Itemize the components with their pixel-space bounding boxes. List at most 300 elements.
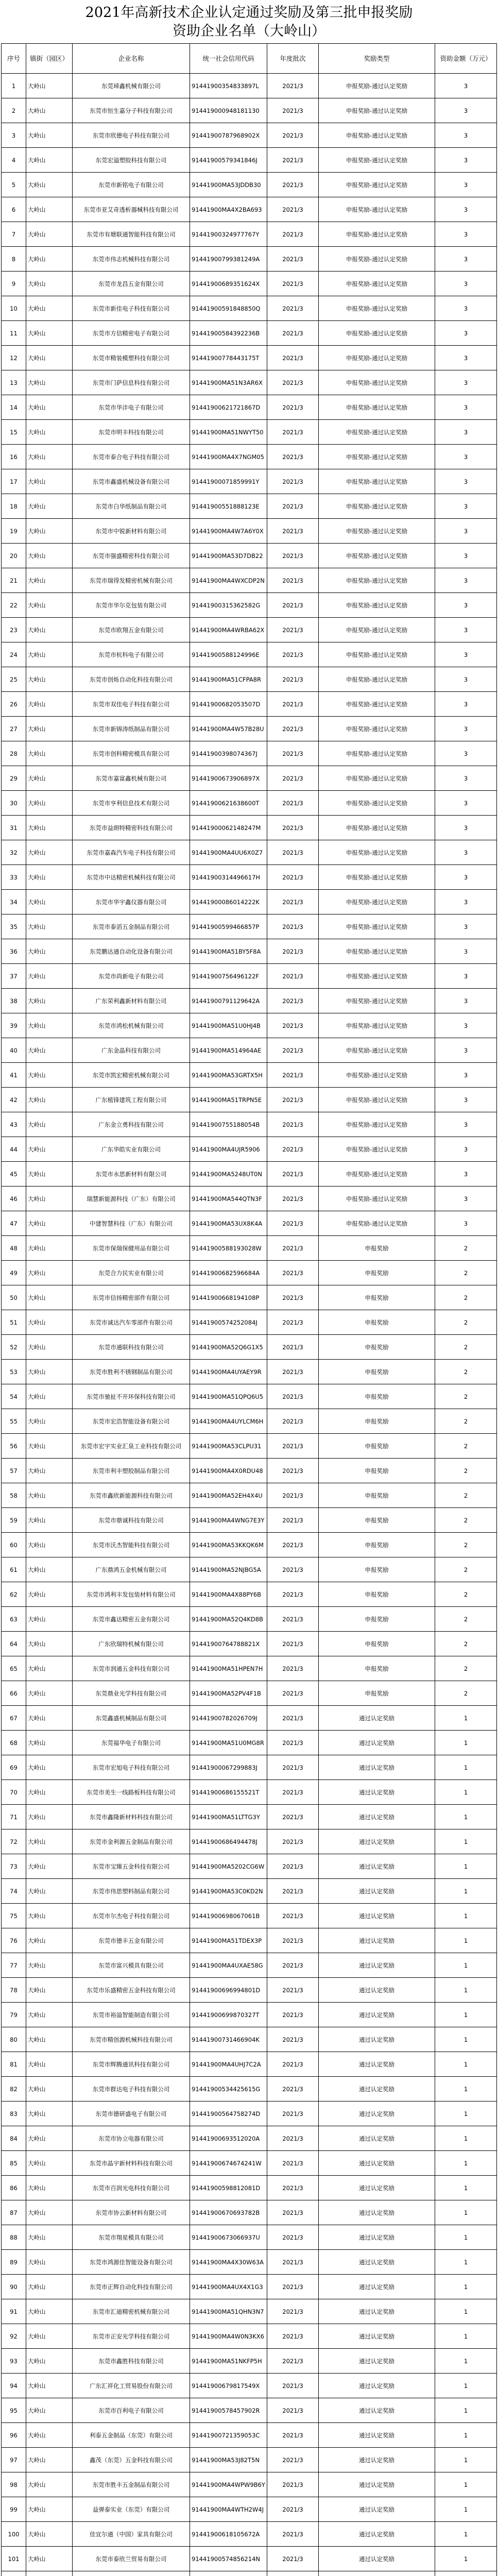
- batch-cell: 2021/3: [267, 1310, 319, 1335]
- company-name-cell: 东莞市嘉森汽车电子科技有限公司: [73, 840, 190, 865]
- company-name-cell: 东莞合力民实业有限公司: [73, 1261, 190, 1285]
- credit-code-cell: 91441900MA53JDDB30: [190, 173, 267, 197]
- seq-cell: 12: [2, 346, 26, 370]
- company-name-cell: 东莞市双佳电子科技有限公司: [73, 692, 190, 717]
- company-name-cell: 东莞市胜丰五金制品有限公司: [73, 2472, 190, 2497]
- table-row: [2, 692, 497, 717]
- company-name-cell: 佳宜尔通（中国）家具有限公司: [73, 2522, 190, 2547]
- amount-cell: 3: [435, 494, 497, 519]
- seq-cell: 74: [2, 1879, 26, 1904]
- company-name-cell: 东莞市鑫胜科技有限公司: [73, 2349, 190, 2374]
- company-name-cell: 东莞宏溢塑胶科技有限公司: [73, 148, 190, 173]
- town-cell: 大岭山: [26, 593, 73, 618]
- credit-code-cell: 91441900MA51NWYT50: [190, 420, 267, 445]
- company-name-cell: 东莞市创科精密模具有限公司: [73, 741, 190, 766]
- award-type-cell: 申报奖励: [319, 1582, 435, 1607]
- award-type-cell: 通过认定奖励: [319, 2448, 435, 2472]
- batch-cell: 2021/3: [267, 1211, 319, 1236]
- award-type-cell: 通过认定奖励: [319, 2275, 435, 2299]
- table-row: [2, 939, 497, 964]
- table-row: [2, 494, 497, 519]
- credit-code-cell: 91441900799381249A: [190, 247, 267, 272]
- table-row: [2, 469, 497, 494]
- town-cell: 大岭山: [26, 321, 73, 346]
- seq-cell: 51: [2, 1310, 26, 1335]
- amount-cell: 1: [435, 2225, 497, 2250]
- amount-cell: 2: [435, 1360, 497, 1384]
- award-type-cell: 申报奖励-通过认定奖励: [319, 370, 435, 395]
- credit-code-cell: 91441900564758274D: [190, 2102, 267, 2126]
- amount-cell: 1: [435, 2176, 497, 2200]
- award-type-cell: 通过认定奖励: [319, 2077, 435, 2102]
- amount-cell: 1: [435, 2448, 497, 2472]
- table-row: [2, 593, 497, 618]
- batch-cell: 2021/3: [267, 865, 319, 890]
- seq-cell: 4: [2, 148, 26, 173]
- credit-code-cell: 91441900731466904K: [190, 2027, 267, 2052]
- town-cell: [26, 2571, 73, 2576]
- town-cell: 大岭山: [26, 2077, 73, 2102]
- company-name-cell: 东莞市乐盛精密五金科技有限公司: [73, 1978, 190, 2003]
- town-cell: 大岭山: [26, 1755, 73, 1780]
- batch-cell: 2021/3: [267, 618, 319, 642]
- batch-cell: 2021/3: [267, 1656, 319, 1681]
- company-name-cell: 东莞市百润光电科技有限公司: [73, 2176, 190, 2200]
- seq-cell: 25: [2, 667, 26, 692]
- amount-cell: 1: [435, 2077, 497, 2102]
- credit-code-cell: 91441900673906897X: [190, 766, 267, 791]
- credit-code-cell: 91441900MA52Q6G1X5: [190, 1335, 267, 1360]
- batch-cell: 2021/3: [267, 74, 319, 98]
- table-row: [2, 1038, 497, 1063]
- award-type-cell: 申报奖励: [319, 1483, 435, 1508]
- amount-cell: 3: [435, 939, 497, 964]
- seq-cell: 58: [2, 1483, 26, 1508]
- amount-cell: 1: [435, 2349, 497, 2374]
- batch-cell: 2021/3: [267, 1088, 319, 1112]
- batch-cell: 2021/3: [267, 2027, 319, 2052]
- amount-cell: 1: [435, 2423, 497, 2448]
- award-type-cell: 申报奖励-通过认定奖励: [319, 296, 435, 321]
- award-type-cell: 申报奖励: [319, 1261, 435, 1285]
- table-row: [2, 1384, 497, 1409]
- credit-code-cell: 91441900682596684A: [190, 1261, 267, 1285]
- town-cell: 大岭山: [26, 1112, 73, 1137]
- credit-code-cell: 91441900MA51HPEN7H: [190, 1656, 267, 1681]
- credit-code-cell: 91441900MA4W0N3KX6: [190, 2324, 267, 2349]
- town-cell: 大岭山: [26, 494, 73, 519]
- batch-cell: 2021/3: [267, 123, 319, 148]
- award-type-cell: 申报奖励-通过认定奖励: [319, 321, 435, 346]
- company-name-cell: 东莞市宏浩智能设备有限公司: [73, 1409, 190, 1434]
- amount-cell: 3: [435, 964, 497, 989]
- table-row: [2, 2324, 497, 2349]
- credit-code-cell: 91441900588124996E: [190, 642, 267, 667]
- batch-cell: 2021/3: [267, 593, 319, 618]
- batch-cell: 2021/3: [267, 247, 319, 272]
- batch-cell: 2021/3: [267, 741, 319, 766]
- batch-cell: 2021/3: [267, 568, 319, 593]
- batch-cell: 2021/3: [267, 1063, 319, 1088]
- award-type-cell: 申报奖励-通过认定奖励: [319, 618, 435, 642]
- table-row: [2, 1755, 497, 1780]
- company-name-cell: 东莞福华电子有限公司: [73, 1731, 190, 1755]
- seq-cell: 69: [2, 1755, 26, 1780]
- award-type-cell: 申报奖励-通过认定奖励: [319, 1137, 435, 1162]
- credit-code-cell: 91441900670693782B: [190, 2200, 267, 2225]
- award-table: [1, 43, 497, 2576]
- award-type-cell: 申报奖励-通过认定奖励: [319, 741, 435, 766]
- company-name-cell: 鑫茂（东莞）五金科技有限公司: [73, 2448, 190, 2472]
- award-type-cell: 通过认定奖励: [319, 1953, 435, 1978]
- credit-code-cell: 91441900MA51U0HJ4B: [190, 1013, 267, 1038]
- seq-cell: 11: [2, 321, 26, 346]
- batch-cell: 2021/3: [267, 1384, 319, 1409]
- award-type-cell: 通过认定奖励: [319, 2349, 435, 2374]
- town-cell: 大岭山: [26, 1137, 73, 1162]
- company-name-cell: 东莞琸鑫机械有限公司: [73, 74, 190, 98]
- amount-cell: 3: [435, 420, 497, 445]
- table-row: [2, 2448, 497, 2472]
- credit-code-cell: 91441900MA514964AE: [190, 1038, 267, 1063]
- company-name-cell: 东莞市龙昌五金有限公司: [73, 272, 190, 296]
- town-cell: 大岭山: [26, 2374, 73, 2398]
- award-type-cell: 通过认定奖励: [319, 2003, 435, 2027]
- town-cell: 大岭山: [26, 1261, 73, 1285]
- seq-cell: 22: [2, 593, 26, 618]
- company-name-cell: 东莞鹏达通自动化设备有限公司: [73, 939, 190, 964]
- batch-cell: 2021/3: [267, 1681, 319, 1706]
- company-name-cell: 广东鼎鸿五金机械有限公司: [73, 1557, 190, 1582]
- award-type-cell: 申报奖励-通过认定奖励: [319, 642, 435, 667]
- company-name-cell: 东莞市协立电器有限公司: [73, 2126, 190, 2151]
- credit-code-cell: 91441900MA53UX8K4A: [190, 1211, 267, 1236]
- town-cell: 大岭山: [26, 519, 73, 544]
- batch-cell: 2021/3: [267, 2250, 319, 2275]
- company-name-cell: 东莞市翔星模具有限公司: [73, 2225, 190, 2250]
- credit-code-cell: 91441900551888123E: [190, 494, 267, 519]
- credit-code-cell: 91441900MA4W7A6Y0X: [190, 519, 267, 544]
- town-cell: 大岭山: [26, 2324, 73, 2349]
- batch-cell: 2021/3: [267, 989, 319, 1013]
- credit-code-cell: 91441900618105672A: [190, 2522, 267, 2547]
- seq-cell: 70: [2, 1780, 26, 1805]
- batch-cell: 2021/3: [267, 1533, 319, 1557]
- town-cell: 大岭山: [26, 2200, 73, 2225]
- batch-cell: 2021/3: [267, 840, 319, 865]
- town-cell: 大岭山: [26, 791, 73, 816]
- amount-cell: 2: [435, 1310, 497, 1335]
- town-cell: 大岭山: [26, 272, 73, 296]
- amount-cell: 3: [435, 321, 497, 346]
- batch-cell: 2021/3: [267, 914, 319, 939]
- amount-cell: 1: [435, 2102, 497, 2126]
- company-name-cell: 东莞市新锦涛纸制品有限公司: [73, 717, 190, 741]
- amount-cell: 3: [435, 865, 497, 890]
- table-row: [2, 1112, 497, 1137]
- credit-code-cell: 91441900MA4X0RDU48: [190, 1459, 267, 1483]
- seq-cell: 60: [2, 1533, 26, 1557]
- table-row: [2, 1088, 497, 1112]
- batch-cell: 2021/3: [267, 272, 319, 296]
- company-name-cell: 东莞市金利源五金制品有限公司: [73, 1829, 190, 1854]
- table-row: [2, 890, 497, 914]
- credit-code-cell: 91441900MA4UYAEY9R: [190, 1360, 267, 1384]
- award-type-cell: 通过认定奖励: [319, 1879, 435, 1904]
- company-name-cell: 广东金晶科技有限公司: [73, 1038, 190, 1063]
- town-cell: 大岭山: [26, 2522, 73, 2547]
- seq-cell: [2, 2571, 26, 2576]
- company-name-cell: 东莞市伟志机械科技有限公司: [73, 247, 190, 272]
- batch-cell: 2021/3: [267, 469, 319, 494]
- award-type-cell: 通过认定奖励: [319, 2126, 435, 2151]
- credit-code-cell: 91441900MA4WTH2W4J: [190, 2497, 267, 2522]
- award-type-cell: 申报奖励-通过认定奖励: [319, 890, 435, 914]
- amount-cell: 1: [435, 2472, 497, 2497]
- award-type-cell: 申报奖励: [319, 1632, 435, 1656]
- batch-cell: 2021/3: [267, 2126, 319, 2151]
- credit-code-cell: 91441900693512020A: [190, 2126, 267, 2151]
- seq-cell: 14: [2, 395, 26, 420]
- seq-cell: 54: [2, 1384, 26, 1409]
- town-cell: 大岭山: [26, 914, 73, 939]
- award-type-cell: 申报奖励: [319, 1459, 435, 1483]
- seq-cell: 37: [2, 964, 26, 989]
- batch-cell: 2021/3: [267, 1755, 319, 1780]
- table-body: [2, 44, 497, 2576]
- company-name-cell: 东莞市伟思塑料制品有限公司: [73, 1879, 190, 1904]
- credit-code-cell: 91441900MA4WRBA62X: [190, 618, 267, 642]
- town-cell: 大岭山: [26, 939, 73, 964]
- credit-code-cell: 91441900MA4UX4X1G3: [190, 2275, 267, 2299]
- batch-cell: 2021/3: [267, 2349, 319, 2374]
- company-name-cell: 东莞市鑫达精密五金有限公司: [73, 1607, 190, 1632]
- batch-cell: 2021/3: [267, 1582, 319, 1607]
- company-name-cell: 东莞市保瑞保健用品有限公司: [73, 1236, 190, 1261]
- town-cell: 大岭山: [26, 346, 73, 370]
- batch-cell: 2021/3: [267, 222, 319, 247]
- award-type-cell: 申报奖励-通过认定奖励: [319, 74, 435, 98]
- credit-code-cell: 91441900MA52EH4X4U: [190, 1483, 267, 1508]
- credit-code-cell: 91441900MA4UJR5906: [190, 1137, 267, 1162]
- company-name-cell: 东莞市汇迪精密机械有限公司: [73, 2299, 190, 2324]
- table-row: [2, 123, 497, 148]
- table-row: [2, 2102, 497, 2126]
- seq-cell: 53: [2, 1360, 26, 1384]
- company-name-cell: 东莞市宝臻五金科技有限公司: [73, 1854, 190, 1879]
- amount-cell: 3: [435, 618, 497, 642]
- amount-cell: 3: [435, 1211, 497, 1236]
- award-type-cell: 申报奖励-通过认定奖励: [319, 420, 435, 445]
- batch-cell: 2021/3: [267, 2077, 319, 2102]
- town-cell: 大岭山: [26, 717, 73, 741]
- credit-code-cell: 91441900354833897L: [190, 74, 267, 98]
- batch-cell: 2021/3: [267, 2052, 319, 2077]
- seq-cell: 1: [2, 74, 26, 98]
- batch-cell: 2021/3: [267, 1879, 319, 1904]
- batch-cell: 2021/3: [267, 2472, 319, 2497]
- table-row: [2, 1607, 497, 1632]
- batch-cell: 2021/3: [267, 445, 319, 469]
- amount-cell: 3: [435, 1038, 497, 1063]
- award-type-cell: 申报奖励-通过认定奖励: [319, 1063, 435, 1088]
- company-name-cell: 东莞市华尔克包装有限公司: [73, 593, 190, 618]
- amount-cell: 3: [435, 741, 497, 766]
- award-type-cell: 申报奖励-通过认定奖励: [319, 717, 435, 741]
- seq-cell: 21: [2, 568, 26, 593]
- company-name-cell: 东莞市明丰科技有限公司: [73, 420, 190, 445]
- batch-cell: 2021/3: [267, 494, 319, 519]
- town-cell: 大岭山: [26, 964, 73, 989]
- company-name-cell: 东莞市正安光学科技有限公司: [73, 2324, 190, 2349]
- award-type-cell: 通过认定奖励: [319, 2151, 435, 2176]
- award-type-cell: 通过认定奖励: [319, 2423, 435, 2448]
- batch-cell: 2021/3: [267, 964, 319, 989]
- batch-cell: 2021/3: [267, 2299, 319, 2324]
- table-row: [2, 1310, 497, 1335]
- award-type-cell: 通过认定奖励: [319, 1978, 435, 2003]
- batch-cell: 2021/3: [267, 1360, 319, 1384]
- award-type-cell: 申报奖励-通过认定奖励: [319, 667, 435, 692]
- company-name-cell: 广东金立勇科技有限公司: [73, 1112, 190, 1137]
- company-name-cell: 东莞市华沣电子有限公司: [73, 395, 190, 420]
- seq-cell: 64: [2, 1632, 26, 1656]
- amount-cell: 1: [435, 2200, 497, 2225]
- seq-cell: 98: [2, 2472, 26, 2497]
- table-row: [2, 2275, 497, 2299]
- batch-cell: 2021/3: [267, 1632, 319, 1656]
- table-row: [2, 1409, 497, 1434]
- amount-cell: 3: [435, 840, 497, 865]
- amount-cell: 1: [435, 2250, 497, 2275]
- credit-code-cell: 91441900MA544QTN3F: [190, 1187, 267, 1211]
- seq-cell: 40: [2, 1038, 26, 1063]
- town-cell: 大岭山: [26, 1285, 73, 1310]
- credit-code-cell: 91441900599466857P: [190, 914, 267, 939]
- seq-cell: 88: [2, 2225, 26, 2250]
- town-cell: 大岭山: [26, 1557, 73, 1582]
- batch-cell: 2021/3: [267, 370, 319, 395]
- credit-code-cell: 91441900062148247M: [190, 816, 267, 840]
- seq-cell: 23: [2, 618, 26, 642]
- seq-cell: 61: [2, 1557, 26, 1582]
- amount-cell: 3: [435, 247, 497, 272]
- amount-cell: 1: [435, 1731, 497, 1755]
- seq-cell: 56: [2, 1434, 26, 1459]
- town-cell: 大岭山: [26, 1360, 73, 1384]
- award-type-cell: 申报奖励-通过认定奖励: [319, 148, 435, 173]
- award-type-cell: 申报奖励: [319, 1607, 435, 1632]
- town-cell: 大岭山: [26, 2349, 73, 2374]
- credit-code-cell: 91441900574856214N: [190, 2547, 267, 2571]
- town-cell: 大岭山: [26, 1706, 73, 1731]
- town-cell: 大岭山: [26, 1829, 73, 1854]
- batch-cell: 2021/3: [267, 1854, 319, 1879]
- company-name-cell: 东莞市泰滔五金制品有限公司: [73, 914, 190, 939]
- batch-cell: 2021/3: [267, 1112, 319, 1137]
- company-name-cell: 益弹泰实业（东莞）有限公司: [73, 2497, 190, 2522]
- seq-cell: 10: [2, 296, 26, 321]
- amount-cell: 1: [435, 1829, 497, 1854]
- town-cell: 大岭山: [26, 1038, 73, 1063]
- table-row: [2, 1978, 497, 2003]
- batch-cell: 2021/3: [267, 173, 319, 197]
- company-name-cell: 东莞市新铭电子有限公司: [73, 173, 190, 197]
- town-cell: 大岭山: [26, 1731, 73, 1755]
- amount-cell: 1: [435, 1928, 497, 1953]
- award-type-cell: 申报奖励: [319, 1285, 435, 1310]
- batch-cell: 2021/3: [267, 1285, 319, 1310]
- amount-cell: 3: [435, 1137, 497, 1162]
- amount-cell: 2: [435, 1582, 497, 1607]
- company-name-cell: 东莞市鼎诚科技有限公司: [73, 1508, 190, 1533]
- town-cell: 大岭山: [26, 667, 73, 692]
- credit-code-cell: 91441900674674241W: [190, 2151, 267, 2176]
- credit-code-cell: 91441900MA4X7NGM05: [190, 445, 267, 469]
- seq-cell: 95: [2, 2398, 26, 2423]
- batch-cell: 2021/3: [267, 321, 319, 346]
- table-row: [2, 420, 497, 445]
- table-row: [2, 1261, 497, 1285]
- table-row: [2, 865, 497, 890]
- credit-code-cell: 91441900598812081D: [190, 2176, 267, 2200]
- table-row: [2, 1904, 497, 1928]
- batch-cell: 2021/3: [267, 2398, 319, 2423]
- town-cell: 大岭山: [26, 2423, 73, 2448]
- batch-cell: 2021/3: [267, 1434, 319, 1459]
- award-type-cell: 通过认定奖励: [319, 2398, 435, 2423]
- award-type-cell: 申报奖励-通过认定奖励: [319, 865, 435, 890]
- town-cell: 大岭山: [26, 197, 73, 222]
- seq-cell: 36: [2, 939, 26, 964]
- batch-cell: 2021/3: [267, 2423, 319, 2448]
- seq-cell: 33: [2, 865, 26, 890]
- table-row: [2, 1582, 497, 1607]
- batch-cell: 2021/3: [267, 1904, 319, 1928]
- table-row: [2, 346, 497, 370]
- company-name-cell: 东莞市中达精密机械科技有限公司: [73, 865, 190, 890]
- company-name-cell: 东莞市鑫欣新能源科技有限公司: [73, 1483, 190, 1508]
- credit-code-cell: 91441900791129642A: [190, 989, 267, 1013]
- credit-code-cell: 91441900756496122F: [190, 964, 267, 989]
- company-name-cell: 瑞慧新能源科技（广东）有限公司: [73, 1187, 190, 1211]
- amount-cell: 3: [435, 272, 497, 296]
- town-cell: 大岭山: [26, 173, 73, 197]
- amount-cell: 2: [435, 1434, 497, 1459]
- table-row: [2, 1508, 497, 1533]
- award-type-cell: 通过认定奖励: [319, 1829, 435, 1854]
- credit-code-cell: 91441900MA53GRTX5H: [190, 1063, 267, 1088]
- amount-cell: 1: [435, 2547, 497, 2571]
- batch-cell: 2021/3: [267, 197, 319, 222]
- company-name-cell: 东莞市亚艾奇透析器械科技有限公司: [73, 197, 190, 222]
- company-name-cell: 东莞市富兴模具有限公司: [73, 1953, 190, 1978]
- credit-code-cell: 91441900MA4X30W63A: [190, 2250, 267, 2275]
- seq-cell: 49: [2, 1261, 26, 1285]
- seq-cell: 99: [2, 2497, 26, 2522]
- award-type-cell: 申报奖励-通过认定奖励: [319, 1013, 435, 1038]
- amount-cell: 3: [435, 1063, 497, 1088]
- amount-cell: 3: [435, 791, 497, 816]
- batch-cell: 2021/3: [267, 148, 319, 173]
- table-row: [2, 667, 497, 692]
- seq-cell: 20: [2, 544, 26, 568]
- company-name-cell: [73, 2571, 190, 2576]
- table-row: [2, 2547, 497, 2571]
- amount-cell: 1: [435, 2522, 497, 2547]
- company-name-cell: 东莞市欧翔五金有限公司: [73, 618, 190, 642]
- batch-cell: 2021/3: [267, 1236, 319, 1261]
